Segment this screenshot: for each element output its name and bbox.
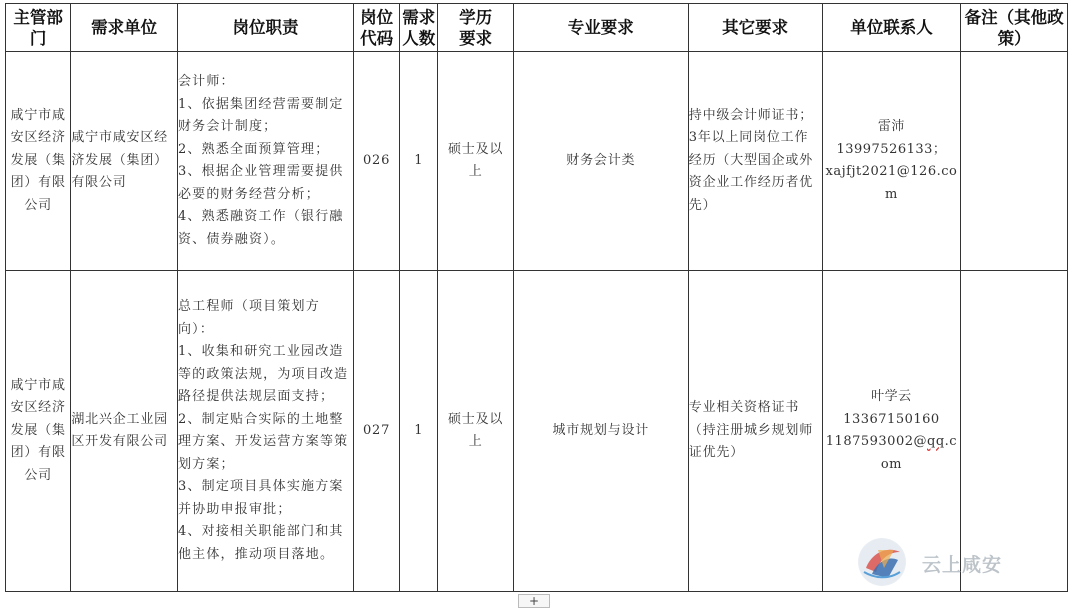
edu-cell: 硕士及以上 (438, 271, 513, 592)
other-cell: 专业相关资格证书（持注册城乡规划师证优先） (688, 271, 822, 592)
contact-name: 叶学云 (871, 389, 912, 404)
header-remark: 备注（其他政策） (961, 4, 1068, 52)
contact-cell (822, 52, 961, 271)
count-cell: 1 (400, 52, 438, 271)
duty-cell: 会计师： 1、依据集团经营需要制定财务会计制度； 2、熟悉全面预算管理； 3、根据企业管理需要提供必要的财务经营分析； 4、熟悉融资工作（银行融资、债券融资）。 (177, 52, 353, 271)
header-code: 岗位代码 (353, 4, 399, 52)
major-cell: 城市规划与设计 (513, 271, 688, 592)
duty-cell: 总工程师（项目策划方向）： 1、收集和研究工业园改造等的政策法规，为项目改造路径提供法规层面支持； 2、制定贴合实际的土地整理方案、开发运营方案等策划方案； 3、制定项目具体实施方案并协助申报审批； 4、对接相关职能部门和其他主体，推动项目落地。 (177, 271, 353, 592)
major-cell: 财务会计类 (513, 52, 688, 271)
contact-name: 雷沛 (877, 119, 905, 134)
header-unit: 需求单位 (71, 4, 178, 52)
other-cell: 持中级会计师证书；3年以上同岗位工作经历（大型国企或外资企业工作经历者优先） (688, 52, 822, 271)
watermark (858, 538, 1018, 586)
header-contact: 单位联系人 (822, 4, 961, 52)
table-row (6, 52, 1068, 271)
add-row-button[interactable]: + (518, 594, 550, 608)
unit-cell: 湖北兴企工业园区开发有限公司 (71, 271, 178, 592)
header-row (6, 4, 1068, 52)
count-cell: 1 (400, 271, 438, 592)
contact-email: 1187593002@qq.com (825, 434, 958, 472)
header-duty: 岗位职责 (177, 4, 353, 52)
header-major: 专业要求 (513, 4, 688, 52)
dept-cell: 咸宁市咸安区经济发展（集团）有限公司 (6, 271, 71, 592)
header-count: 需求人数 (400, 4, 438, 52)
remark-cell (961, 52, 1068, 271)
dept-cell: 咸宁市咸安区经济发展（集团）有限公司 (6, 52, 71, 271)
code-cell: 027 (353, 271, 399, 592)
unit-cell: 咸宁市咸安区经济发展（集团）有限公司 (71, 52, 178, 271)
yunshang-xianan-logo-icon (858, 538, 906, 586)
code-cell: 026 (353, 52, 399, 271)
contact-phone: 13997526133； (836, 141, 947, 157)
contact-phone: 13367150160 (843, 411, 940, 427)
header-edu: 学历要求 (438, 4, 513, 52)
recruitment-table (5, 3, 1068, 592)
contact-email: xajfjt2021@126.com (825, 164, 958, 202)
header-other: 其它要求 (688, 4, 822, 52)
edu-cell: 硕士及以上 (438, 52, 513, 271)
header-dept: 主管部门 (6, 4, 71, 52)
watermark-text: 云上咸安 (922, 554, 1003, 576)
